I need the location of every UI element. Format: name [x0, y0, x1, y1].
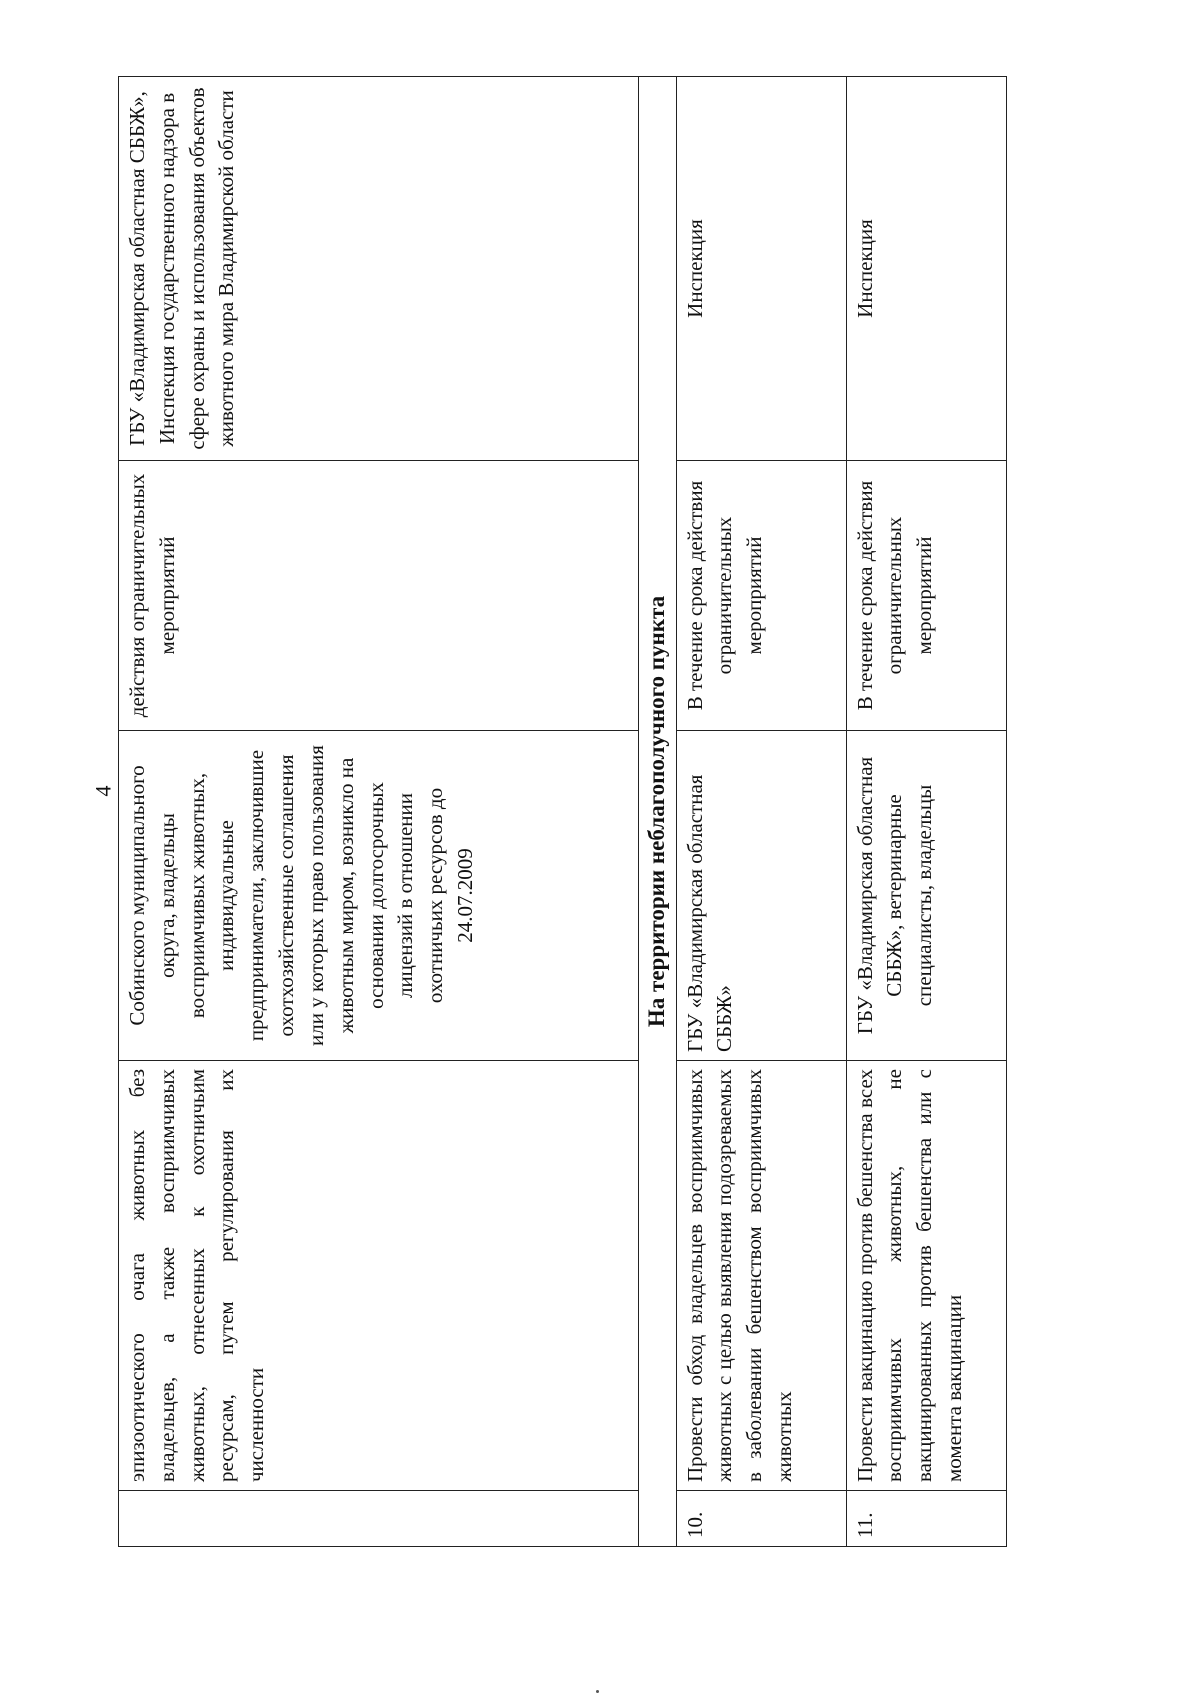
- row-number: 10.: [676, 1491, 846, 1547]
- row-number: [119, 1491, 639, 1547]
- table-row: [846, 77, 1006, 1547]
- section-row: [639, 77, 677, 1547]
- section-title: На территории неблагополучного пункта: [639, 77, 677, 1547]
- measures-table: [118, 76, 1007, 1547]
- scan-speck: [596, 1690, 599, 1693]
- measure-cell: Провести вакцинацию против бешенства всех восприимчивых животных, не вакцинированных против бешенства или с момента вакцинации: [846, 1061, 1006, 1491]
- participants-cell: ГБУ «Владимирская областная СББЖ», ветеринарные специалисты, владельцы: [846, 731, 1006, 1061]
- participants-cell: ГБУ «Владимирская областная СББЖ»: [676, 731, 846, 1061]
- term-cell: действия ограничительных мероприятий: [119, 461, 639, 731]
- rotated-table-container: [118, 77, 1068, 1547]
- measure-cell: Провести обход владельцев восприимчивых животных с целью выявления подозреваемых в заболевании бешенством восприимчивых животных: [676, 1061, 846, 1491]
- table-row: [676, 77, 846, 1547]
- responsible-cell: ГБУ «Владимирская областная СББЖ», Инспекция государственного надзора в сфере охраны и использования объектов животного мира Владимирской области: [119, 77, 639, 461]
- table-row: [119, 77, 639, 1547]
- term-cell: В течение срока действия ограничительных мероприятий: [676, 461, 846, 731]
- responsible-cell: Инспекция: [676, 77, 846, 461]
- page-number: 4: [90, 785, 116, 797]
- participants-cell: Собинского муниципального округа, владельцы восприимчивых животных, индивидуальные предприниматели, заключившие охотхозяйственные соглашения или у которых право пользования животным миром, возникло на основании долгосрочных лицензий в отношении охотничьих ресурсов до 24.07.2009: [119, 731, 639, 1061]
- responsible-cell: Инспекция: [846, 77, 1006, 461]
- measure-cell: эпизоотического очага животных без владельцев, а также восприимчивых животных, отнесенных к охотничьим ресурсам, путем регулирования их численности: [119, 1061, 639, 1491]
- term-cell: В течение срока действия ограничительных мероприятий: [846, 461, 1006, 731]
- row-number: 11.: [846, 1491, 1006, 1547]
